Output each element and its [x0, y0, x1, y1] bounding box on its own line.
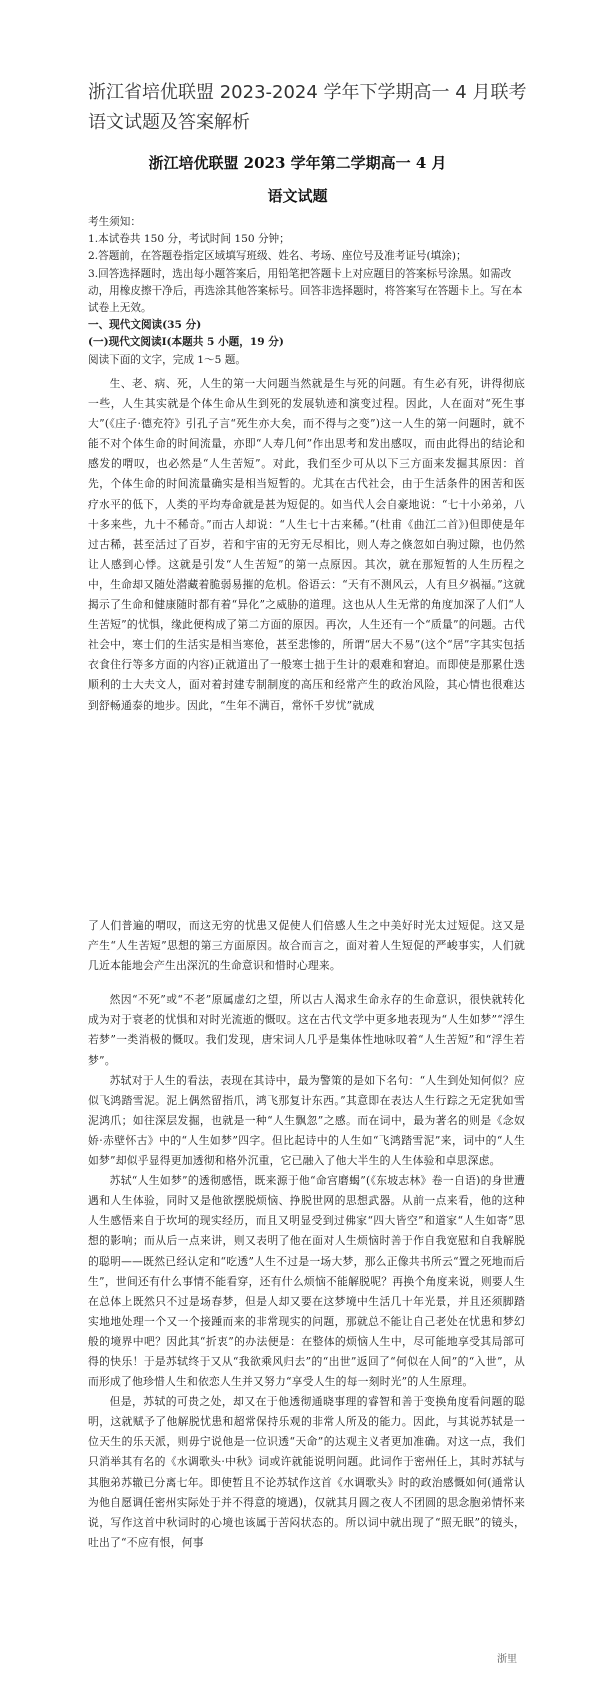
paper-subtitle: 语文试题: [267, 187, 328, 205]
instruction-item: 1.本试卷共 150 分，考试时间 150 分钟；: [88, 233, 290, 246]
passage-paragraph-2: 了人们普遍的喟叹，而这无穷的忧患又促使人们倍感人生之中美好时光太过短促。这又是产生“人生苦短”思想的第三方面原因。故合而言之，面对着人生短促的严峻事实，人们就几近本能地会产生出深沉的生命意识和惜时心理来。: [88, 919, 525, 973]
reading-instruction: 阅读下面的文字，完成 1～5 题。: [88, 353, 246, 366]
document-header-line1: 浙江省培优联盟 2023-2024 学年下学期高一 4 月联考: [88, 82, 527, 103]
watermark-text: 浙里: [497, 1654, 517, 1665]
passage-paragraph-4: 苏轼对于人生的看法，表现在其诗中，最为警策的是如下名句：“人生到处知何似？应似飞鸿踏雪泥。泥上偶然留指爪，鸿飞那复计东西。”其意即在表达人生行踪之无定犹如雪泥鸿爪；如往深层发掘，也就是一种“人生飘忽”之感。而在词中，最为著名的则是《念奴娇·赤壁怀古》中的“人生如梦”四字。但比起诗中的人生如“飞鸿踏雪泥”来，词中的“人生如梦”却似乎显得更加透彻和格外沉重，它已融入了他大半生的人生体验和卓思深虑。: [88, 1073, 525, 1168]
instruction-item: 2.答题前，在答题卷指定区域填写班级、姓名、考场、座位号及准考证号(填涂)；: [88, 250, 467, 263]
passage-paragraph-3: 然因“不死”或“不老”原属虚幻之望，所以古人渴求生命永存的生命意识，很快就转化成为对于衰老的忧惧和对时光流逝的慨叹。这在古代文学中更多地表现为“人生如梦”“浮生若梦”一类消极的慨叹。我们发现，唐宋词人几乎是集体性地咏叹着“人生苦短”和“浮生若梦”。: [88, 993, 525, 1067]
instruction-item: 3.回答选择题时，选出每小题答案后，用铅笔把答题卡上对应题目的答案标号涂黑。如需改动，用橡皮擦干净后，再选涂其他答案标号。回答非选择题时，将答案写在答题卡上。写在本试卷上无效。: [88, 267, 523, 315]
passage-continued: [88, 916, 525, 1553]
passage-paragraph-5: 苏轼“人生如梦”的透彻感悟，既来源于他“命宫磨蝎”(《东坡志林》卷一自语)的身世遭遇和人生体验，同时又是他欲摆脱烦恼、挣脱世网的思想武器。从前一点来看，他的这种人生感悟来自于坎坷的现实经历，而且又明显受到过佛家“四大皆空”和道家“人生如寄”思想的影响；而从后一点来讲，则又表明了他在面对人生烦恼时善于作自我宽慰和自我解脱的聪明——既然已经认定和“吃透”人生不过是一场大梦，那么正像共书所云“置之死地而后生”，世间还有什么事情不能看穿，还有什么烦恼不能解脱呢？再换个角度来说，则要人生在总体上既然只不过是场春梦，但是人却又要在这梦境中生活几十年光景，并且还须脚踏实地地处理一个又一个接踵而来的非常现实的问题，那就总不能让自己老处在忧患和梦幻般的境界中吧？因此其“折衷”的办法便是：在整体的烦恼人生中，尽可能地享受其局部可得的快乐！于是苏轼终于又从“我欲乘风归去”的“出世”返回了“何似在人间”的“入世”，从而形成了他珍惜人生和依恋人生并又努力“享受人生的每一刻时光”的人生原理。: [88, 1174, 525, 1389]
instructions-block: [88, 214, 525, 369]
section-heading: 一、现代文阅读(35 分): [88, 319, 202, 332]
paper-title: 浙江培优联盟 2023 学年第二学期高一 4 月: [148, 154, 447, 172]
document-header-line2: 语文试题及答案解析: [88, 112, 250, 133]
instructions-heading: 考生须知：: [88, 216, 141, 228]
passage-paragraph-1: 生、老、病、死，人生的第一大问题当然就是生与死的问题。有生必有死，讲得彻底一些，人生其实就是个体生命从生到死的发展轨迹和演变过程。因此，人在面对“死生事大”(《庄子·德充符》引孔子言“死生亦大矣，而不得与之变”)这一人生的第一问题时，就不能不对个体生命的时间流量，亦即“人寿几何”作出思考和发出感叹，而由此得出的结论和感发的喟叹，也必然是“人生苦短”。对此，我们至少可从以下三方面来发掘其原因：首先，个体生命的时间流量确实是相当短暂的。尤其在古代社会，由于生活条件的困苦和医疗水平的低下，人类的平均寿命就是甚为短促的。如当代人会自豪地说：“七十小弟弟，八十多来些，九十不稀奇。”而古人却说：“人生七十古来稀。”(杜甫《曲江二首》)但即使是年过古稀，甚至活过了百岁，若和宇宙的无穷无尽相比，则人寿之倏忽如白驹过隙，也仍然让人感到心悸。这就是引发“人生苦短”的第一点原因。其次，就在那短暂的人生历程之中，生命却又随处潜藏着脆弱易摧的危机。俗语云：“天有不测风云，人有旦夕祸福。”这就揭示了生命和健康随时都有着“异化”之威胁的道理。这也从人生无常的角度加深了人们“人生苦短”的忧惧，缘此便构成了第二方面的原因。再次，人生还有一个“质量”的问题。古代社会中，寒士们的生活实是相当寒伧，甚至悲惨的，所谓“居大不易”(这个“居”字其实包括衣食住行等多方面的内容)正就道出了一般寒士拙于生计的艰难和窘迫。而即使是那累仕迭顺利的士大夫文人，面对着封建专制制度的高压和经常产生的政治风险，其心情也很难达到舒畅通泰的地步。因此，“生年不满百，常怀千岁忧”就成: [88, 377, 525, 712]
passage-paragraph-6: 但是，苏轼的可贵之处，却又在于他透彻通晓事理的睿智和善于变换角度看问题的聪明，这就赋予了他解脱忧患和超常保持乐观的非常人所及的能力。因此，与其说苏轼是一位天生的乐天派，则毋宁说他是一位识透“天命”的达观主义者更加准确。对这一点，我们只消举其有名的《水调歌头·中秋》词或许就能说明问题。此词作于密州任上，其时苏轼与其胞弟苏辙已分离七年。即使暂且不论苏轼作这首《水调歌头》时的政治感慨如何(通常认为他自愿调任密州实际处于并不得意的境遇)，仅就其月圆之夜人不团圆的思念胞弟情怀来说，写作这首中秋词时的心境也该属于苦闷状态的。所以词中就出现了“照无眠”的镜头，吐出了“不应有恨，何事: [88, 1395, 525, 1549]
section-subheading: (一)现代文阅读Ⅰ(本题共 5 小题，19 分): [88, 336, 284, 349]
document-header: [88, 78, 548, 138]
